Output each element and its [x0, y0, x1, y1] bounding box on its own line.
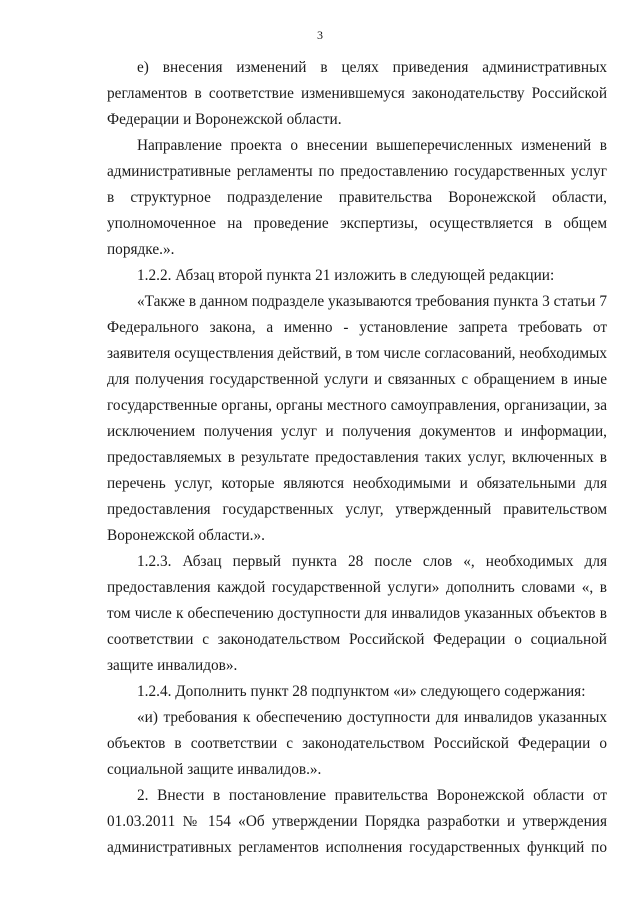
- paragraph-item-e: е) внесения изменений в целях приведения административных регламентов в соответствие изменившемуся законодательству Российской Федерации и Воронежской области.: [107, 59, 607, 128]
- paragraph-1-2-2: 1.2.2. Абзац второй пункта 21 изложить в следующей редакции:: [137, 267, 555, 284]
- paragraph-1-2-3: 1.2.3. Абзац первый пункта 28 после слов «, необходимых для предоставления каждой государственной услуги» дополнить словами «, в том числе к обеспечению доступности для инвалидов указанных объектов в соответствии с законодательством Российской Федерации о социальной защите инвалидов».: [107, 553, 607, 674]
- paragraph-project-direction: Направление проекта о внесении вышеперечисленных изменений в административные регламенты по предоставлению государственных услуг в структурное подразделение правительства Воронежской области, уполномоченное на проведение экспертизы, осуществляется в общем порядке.».: [107, 137, 607, 258]
- document-body: [107, 55, 607, 861]
- page-number: 3: [317, 28, 323, 42]
- paragraph-quoted-section: «Также в данном подразделе указываются требования пункта 3 статьи 7 Федерального закона, а именно - установление запрета требовать от заявителя осуществления действий, в том числе согласований, необходимых для получения государственной услуги и связанных с обращением в иные государственные органы, органы местного самоуправления, организации, за исключением получения услуг и получения документов и информации, предоставляемых в результате предоставления таких услуг, включенных в перечень услуг, которые являются необходимыми и обязательными для предоставления государственных услуг, утвержденный правительством Воронежской области.».: [107, 293, 607, 544]
- paragraph-subitem-i: «и) требования к обеспечению доступности для инвалидов указанных объектов в соответствии с законодательством Российской Федерации о социальной защите инвалидов.».: [107, 709, 607, 778]
- paragraph-1-2-4: 1.2.4. Дополнить пункт 28 подпунктом «и» следующего содержания:: [137, 683, 586, 700]
- paragraph-2: 2. Внести в постановление правительства Воронежской области от 01.03.2011 № 154 «Об утверждении Порядка разработки и утверждения административных регламентов исполнения государственных функций по: [107, 787, 607, 856]
